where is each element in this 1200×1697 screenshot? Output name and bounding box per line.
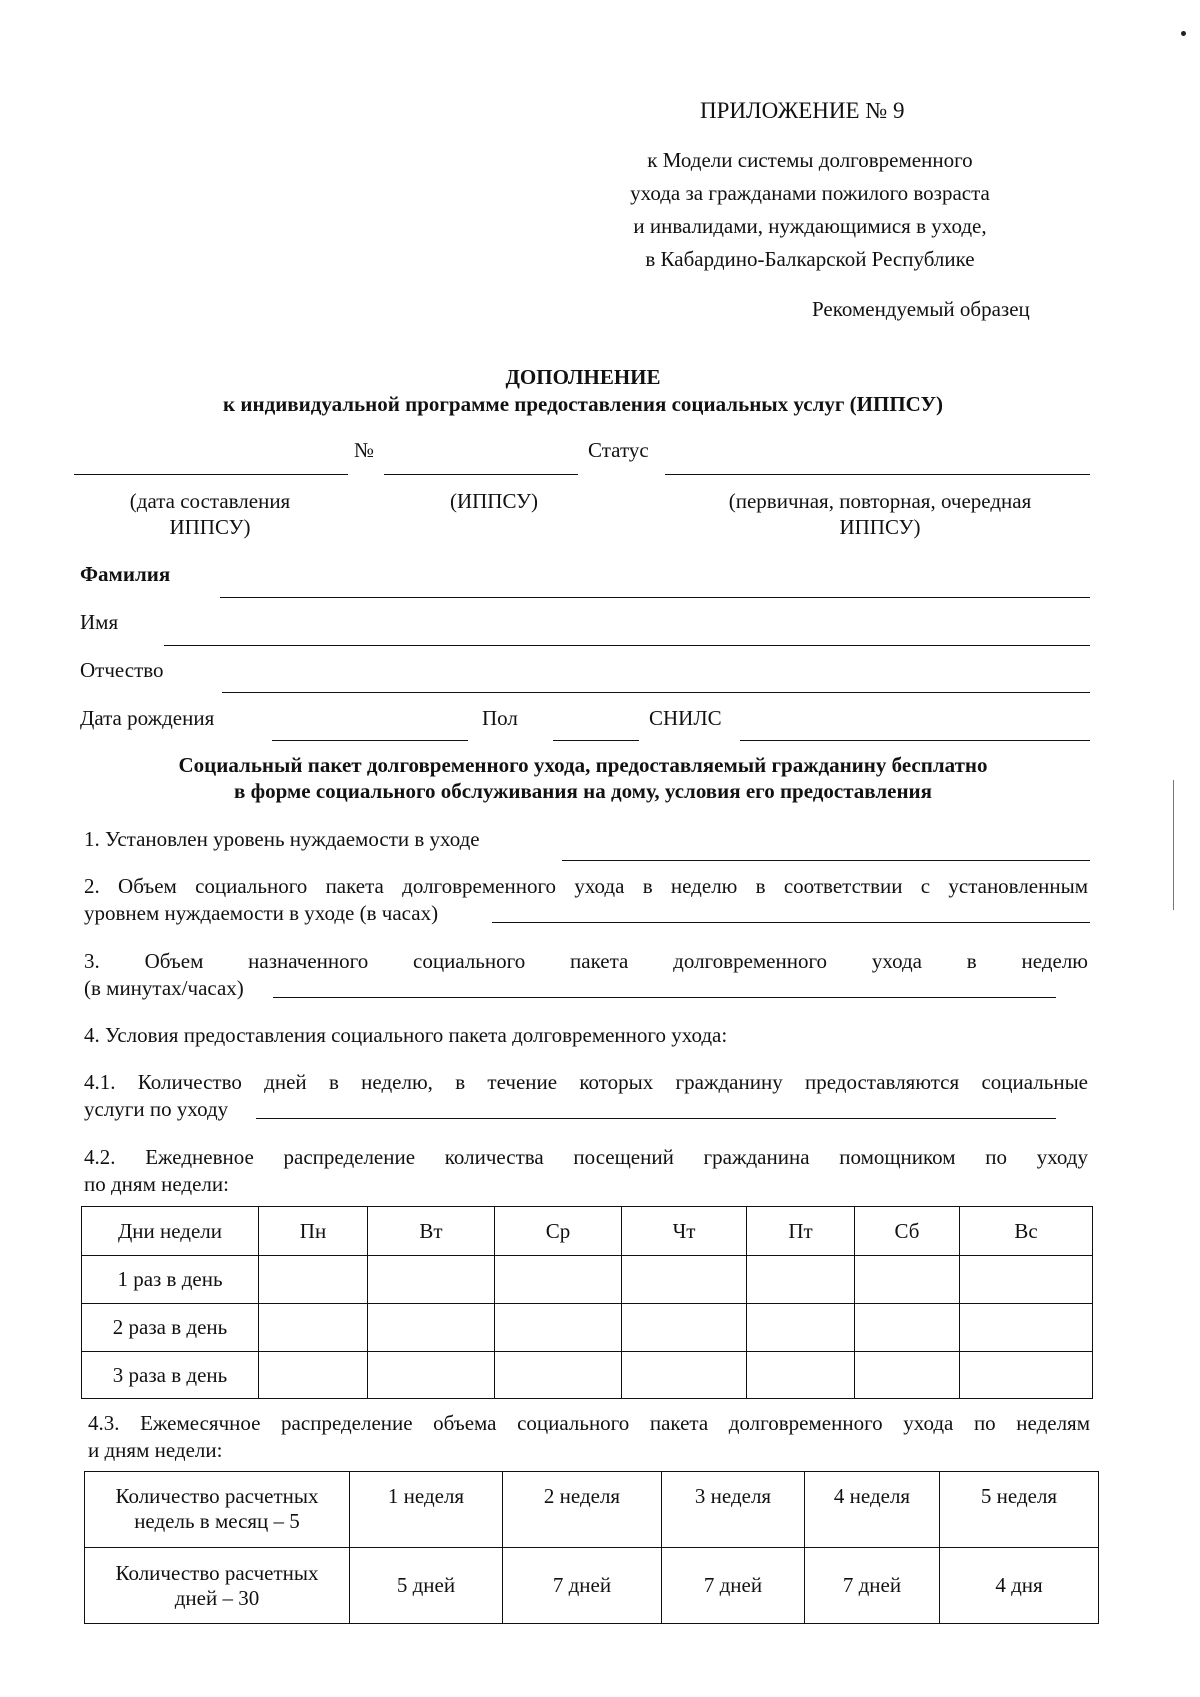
item-2-line-1: 2. Объем социального пакета долговременного ухода в неделю в соответствии с установленным (84, 874, 1088, 898)
table-row (82, 1304, 1093, 1352)
gender-field-line[interactable] (553, 740, 639, 741)
name-field-line[interactable] (164, 645, 1090, 646)
date-caption-line: (дата составления (129, 489, 291, 513)
item-4-3-line-1: 4.3. Ежемесячное распределение объема социального пакета долговременного ухода по неделям (88, 1411, 1090, 1435)
item-3-line-1: 3. Объем назначенного социального пакета долговременного ухода в неделю (84, 949, 1088, 973)
table-row (85, 1548, 1099, 1624)
days-per-week-field-line[interactable] (256, 1118, 1056, 1119)
input-cell[interactable] (368, 1352, 495, 1399)
status-caption-line: ИППСУ) (839, 515, 921, 539)
row-label-cell: 3 раза в день (82, 1352, 259, 1399)
item-3-line-2: (в минутах/часах) (84, 976, 244, 1000)
status-caption (680, 488, 1080, 540)
surname-label: Фамилия (80, 562, 171, 586)
row-label-cell: 2 раза в день (82, 1304, 259, 1352)
gender-label: Пол (482, 706, 518, 730)
patronymic-field-line[interactable] (222, 692, 1090, 693)
birthdate-label: Дата рождения (80, 706, 215, 730)
visits-table (81, 1206, 1093, 1399)
input-cell[interactable] (747, 1304, 855, 1352)
table-header-cell: Пн (259, 1207, 368, 1256)
week-cell: 5 неделя (940, 1472, 1099, 1548)
week-cell: 3 неделя (662, 1472, 805, 1548)
table-row (82, 1256, 1093, 1304)
item-4-1-line-1: 4.1. Количество дней в неделю, в течение которых гражданину предоставляются социальные (84, 1070, 1088, 1094)
input-cell[interactable] (368, 1256, 495, 1304)
number-label: № (354, 438, 375, 462)
input-cell[interactable] (495, 1352, 622, 1399)
row-label-line: недель в месяц – 5 (134, 1509, 300, 1533)
ref-line: и инвалидами, нуждающимися в уходе, (633, 214, 987, 238)
scan-margin-mark (1173, 780, 1174, 910)
input-cell[interactable] (960, 1352, 1093, 1399)
item-2-line-2: уровнем нуждаемости в уходе (в часах) (84, 901, 439, 925)
input-cell[interactable] (622, 1352, 747, 1399)
item-4-2-line-2: по дням недели: (84, 1172, 229, 1196)
week-cell: 1 неделя (350, 1472, 503, 1548)
table-header-cell: Пт (747, 1207, 855, 1256)
row-label-line: дней – 30 (174, 1585, 260, 1610)
days-cell: 7 дней (503, 1548, 662, 1624)
item-4-text: 4. Условия предоставления социального пакета долговременного ухода: (84, 1023, 728, 1047)
table-row (85, 1472, 1099, 1548)
row-label-cell: 1 раз в день (82, 1256, 259, 1304)
birthdate-field-line[interactable] (272, 740, 468, 741)
weekly-volume-field-line[interactable] (492, 922, 1090, 923)
weeks-table (84, 1471, 1099, 1624)
date-field-line[interactable] (74, 474, 348, 475)
status-caption-line: (первичная, повторная, очередная (728, 489, 1032, 513)
need-level-field-line[interactable] (562, 860, 1090, 861)
table-header-cell: Ср (495, 1207, 622, 1256)
row-label-cell (85, 1548, 350, 1624)
input-cell[interactable] (495, 1256, 622, 1304)
item-4-1-line-2: услуги по уходу (84, 1097, 229, 1121)
days-cell: 7 дней (805, 1548, 940, 1624)
input-cell[interactable] (495, 1304, 622, 1352)
table-header-cell: Вс (960, 1207, 1093, 1256)
scan-dot (1181, 31, 1186, 36)
input-cell[interactable] (855, 1352, 960, 1399)
days-cell: 5 дней (350, 1548, 503, 1624)
row-label-line: Количество расчетных (115, 1560, 319, 1585)
item-4-3-line-2: и дням недели: (88, 1438, 223, 1462)
name-label: Имя (80, 610, 119, 634)
section-heading-line: Социальный пакет долговременного ухода, предоставляемый гражданину бесплатно (178, 753, 988, 777)
input-cell[interactable] (368, 1304, 495, 1352)
week-cell: 4 неделя (805, 1472, 940, 1548)
days-cell: 4 дня (940, 1548, 1099, 1624)
ippsu-caption: (ИППСУ) (449, 489, 539, 513)
item-4-2-line-1: 4.2. Ежедневное распределение количества посещений гражданина помощником по уходу (84, 1145, 1088, 1169)
appendix-title: ПРИЛОЖЕНИЕ № 9 (700, 98, 905, 123)
row-label-line: Количество расчетных (115, 1484, 319, 1508)
input-cell[interactable] (747, 1352, 855, 1399)
table-header-cell: Вт (368, 1207, 495, 1256)
sample-note: Рекомендуемый образец (812, 297, 1030, 321)
input-cell[interactable] (622, 1256, 747, 1304)
item-1-text: 1. Установлен уровень нуждаемости в уходе (84, 827, 480, 851)
table-header-cell: Чт (622, 1207, 747, 1256)
ref-line: в Кабардино-Балкарской Республике (645, 247, 975, 271)
document-title: ДОПОЛНЕНИЕ (505, 365, 661, 389)
input-cell[interactable] (259, 1352, 368, 1399)
input-cell[interactable] (259, 1304, 368, 1352)
snils-field-line[interactable] (740, 740, 1090, 741)
input-cell[interactable] (259, 1256, 368, 1304)
patronymic-label: Отчество (80, 658, 164, 682)
input-cell[interactable] (960, 1304, 1093, 1352)
row-label-cell (85, 1472, 350, 1548)
input-cell[interactable] (960, 1256, 1093, 1304)
assigned-volume-field-line[interactable] (273, 997, 1056, 998)
ref-line: ухода за гражданами пожилого возраста (630, 181, 990, 205)
week-cell: 2 неделя (503, 1472, 662, 1548)
table-row (82, 1352, 1093, 1399)
date-caption-line: ИППСУ) (169, 515, 251, 539)
date-caption (70, 488, 350, 540)
number-field-line[interactable] (384, 474, 578, 475)
table-header-cell: Дни недели (82, 1207, 259, 1256)
input-cell[interactable] (855, 1256, 960, 1304)
ref-line: к Модели системы долговременного (647, 148, 973, 172)
section-heading (0, 752, 1166, 804)
input-cell[interactable] (622, 1304, 747, 1352)
input-cell[interactable] (855, 1304, 960, 1352)
appendix-reference (560, 144, 1060, 276)
input-cell[interactable] (747, 1256, 855, 1304)
document-subtitle: к индивидуальной программе предоставления социальных услуг (ИППСУ) (223, 392, 943, 416)
section-heading-line: в форме социального обслуживания на дому, условия его предоставления (233, 779, 933, 803)
surname-field-line[interactable] (220, 597, 1090, 598)
snils-label: СНИЛС (649, 706, 722, 730)
days-cell: 7 дней (662, 1548, 805, 1624)
table-header-row (82, 1207, 1093, 1256)
table-header-cell: Сб (855, 1207, 960, 1256)
status-field-line[interactable] (665, 474, 1090, 475)
status-label: Статус (588, 438, 649, 462)
